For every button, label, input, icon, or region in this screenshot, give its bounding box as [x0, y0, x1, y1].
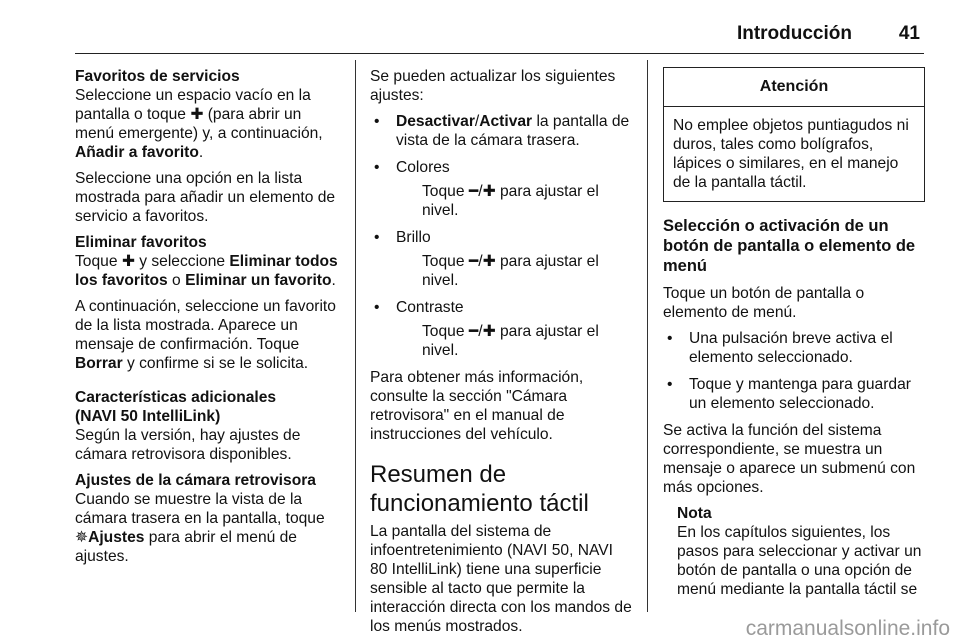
- text: /: [478, 183, 483, 200]
- list-item: [370, 112, 632, 150]
- paragraph: Se activa la función del sistema correspondiente, se muestra un mensaje o aparece un submenú con más opciones.: [663, 422, 916, 496]
- text: Cuando se muestre la vista de la cámara trasera en la pantalla, toque: [75, 491, 325, 527]
- paragraph: Seleccione una opción en la lista mostrada para añadir un elemento de servicio a favoritos.: [75, 170, 336, 225]
- column-right: [663, 67, 925, 599]
- menu-term: Eliminar todos los favoritos: [75, 253, 338, 289]
- minus-icon: ━: [468, 183, 479, 200]
- touch-list: [663, 329, 925, 413]
- heading-favoritos-servicios: Favoritos de servicios: [75, 68, 240, 85]
- paragraph: [75, 86, 341, 162]
- note-body: En los capítulos siguientes, los pasos para seleccionar y activar un botón de pantalla o una opción de menú mediante la pantalla táctil se: [677, 524, 922, 598]
- column-middle: [370, 67, 632, 643]
- text: o: [167, 272, 186, 289]
- text: Toque: [422, 253, 469, 270]
- paragraph: [75, 252, 341, 290]
- attention-box: [663, 67, 925, 202]
- paragraph: Para obtener más información, consulte la sección "Cámara retrovisora" en el manual de instrucciones del vehículo.: [370, 369, 584, 443]
- text: Colores: [396, 159, 450, 176]
- list-item: [370, 228, 632, 290]
- text: Toque: [75, 253, 122, 270]
- column-divider: [647, 60, 648, 612]
- heading-caracteristicas-sub: (NAVI 50 IntelliLink): [75, 408, 221, 425]
- instruction: [396, 322, 632, 360]
- text: Brillo: [396, 229, 431, 246]
- text: A continuación, seleccione un favorito de la lista mostrada. Aparece un mensaje de confirmación. Toque: [75, 298, 336, 353]
- text: y seleccione: [134, 253, 230, 270]
- menu-term: Activar: [479, 113, 533, 130]
- paragraph: Según la versión, hay ajustes de cámara retrovisora disponibles.: [75, 427, 301, 463]
- list-item: [370, 158, 632, 220]
- plus-icon: ✚: [482, 183, 496, 200]
- heading-resumen: Resumen de funcionamiento táctil: [370, 461, 589, 517]
- text: Toque: [422, 323, 469, 340]
- page-header: [0, 10, 960, 50]
- text: para abrir el menú de ajustes.: [75, 529, 297, 565]
- plus-icon: ✚: [482, 253, 496, 270]
- menu-term: Ajustes: [88, 529, 145, 546]
- column-divider: [355, 60, 356, 612]
- menu-term: Borrar: [75, 355, 123, 372]
- text: .: [198, 144, 204, 161]
- text: /: [478, 253, 483, 270]
- list-item: • Toque y mantenga para guardar un elemento seleccionado.: [663, 375, 925, 413]
- note-box: [663, 504, 925, 599]
- header-rule: [75, 53, 924, 54]
- plus-icon: ✚: [482, 323, 496, 340]
- minus-icon: ━: [468, 323, 479, 340]
- note-title: Nota: [677, 505, 712, 522]
- attention-title: Atención: [664, 68, 924, 107]
- plus-icon: ✚: [121, 253, 135, 270]
- heading-eliminar-favoritos: Eliminar favoritos: [75, 234, 207, 251]
- menu-term: Eliminar un favorito: [185, 272, 332, 289]
- heading-ajustes-camara: Ajustes de la cámara retrovisora: [75, 472, 316, 489]
- list-item: [370, 298, 632, 360]
- text: Contraste: [396, 299, 464, 316]
- column-left: [75, 67, 341, 573]
- page-number: 41: [898, 23, 920, 44]
- watermark: carmanualsonline.info: [745, 617, 950, 640]
- paragraph: Se pueden actualizar los siguientes ajustes:: [370, 68, 616, 104]
- heading-caracteristicas: Características adicionales: [75, 389, 277, 406]
- menu-term: Añadir a favorito: [75, 144, 199, 161]
- instruction: [396, 252, 632, 290]
- paragraph: [75, 490, 341, 566]
- attention-body: No emplee objetos puntiagudos ni duros, tales como bolígrafos, lápices o similares, en el manejo de la pantalla táctil.: [673, 117, 909, 191]
- section-title: Introducción: [736, 23, 852, 44]
- text: la pantalla de vista de la cámara trasera.: [396, 113, 630, 149]
- text: para ajustar el nivel.: [422, 323, 599, 359]
- paragraph: Toque un botón de pantalla o elemento de menú.: [663, 285, 865, 321]
- text: Toque: [422, 183, 469, 200]
- list-item: • Una pulsación breve activa el elemento seleccionado.: [663, 329, 925, 367]
- settings-list: [370, 112, 632, 360]
- menu-term: Desactivar: [396, 113, 475, 130]
- instruction: [396, 182, 632, 220]
- text: .: [331, 272, 336, 289]
- text: Seleccione un espacio vacío en la pantalla o toque: [75, 87, 311, 123]
- paragraph: [75, 297, 341, 373]
- text: /: [474, 113, 480, 130]
- text: /: [478, 323, 483, 340]
- text: (para abrir un menú emergente) y, a continuación,: [75, 106, 323, 142]
- text: y confirme si se le solicita.: [122, 355, 309, 372]
- text: para ajustar el nivel.: [422, 183, 599, 219]
- paragraph: La pantalla del sistema de infoentretenimiento (NAVI 50, NAVI 80 IntelliLink) tiene una superficie sensible al tacto que permite la interacción directa con los mandos de los menús mostrados.: [370, 523, 632, 635]
- gear-icon: ✵: [75, 529, 89, 546]
- heading-seleccion: Selección o activación de un botón de pantalla o elemento de menú: [663, 217, 916, 275]
- minus-icon: ━: [468, 253, 479, 270]
- text: para ajustar el nivel.: [422, 253, 599, 289]
- plus-icon: ✚: [190, 106, 204, 123]
